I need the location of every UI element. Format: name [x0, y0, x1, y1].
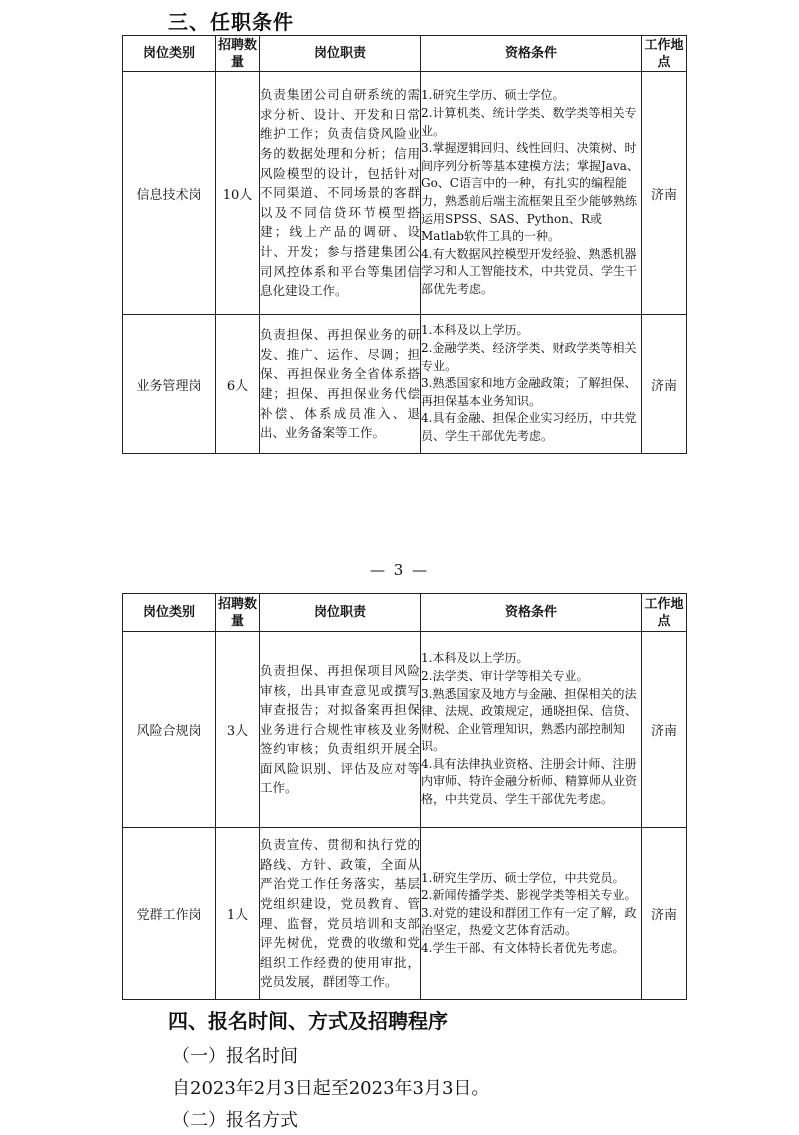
cell-category: 业务管理岗 [123, 315, 216, 454]
qualification-item: 2.金融学类、经济学类、财政学类等相关专业。 [421, 341, 637, 373]
qualification-item: 4.具有金融、担保企业实习经历，中共党员、学生干部优先考虑。 [421, 411, 637, 443]
qualification-item: 3.对党的建设和群团工作有一定了解，政治坚定，热爱文艺体育活动。 [421, 905, 637, 938]
cell-duties: 负责担保、再担保业务的研发、推广、运作、尽调；担保、再担保业务全省体系搭建；担保、再担保业务代偿补偿、体系成员准入、退出、业务备案等工作。 [260, 315, 421, 454]
cell-location: 济南 [642, 315, 687, 454]
page-number: — 3 — [369, 561, 430, 579]
header-qualifications: 资格条件 [421, 594, 642, 632]
cell-qualifications [421, 72, 642, 315]
cell-location: 济南 [642, 828, 687, 1000]
header-location: 工作地点 [642, 594, 687, 632]
table-header-row [123, 594, 687, 632]
subsection-heading: （一）报名时间 [172, 1046, 298, 1067]
cell-duties: 负责担保、再担保项目风险审核，出具审查意见或撰写审查报告；对拟备案再担保业务进行合规性审核及业务签约审核；负责组织开展全面风险识别、评估及应对等工作。 [260, 632, 421, 828]
table-row [123, 632, 687, 828]
section-title: 三、任职条件 [168, 10, 294, 34]
cell-location: 济南 [642, 632, 687, 828]
qualification-item: 4.学生干部、有文体特长者优先考虑。 [421, 940, 625, 955]
qualification-item: 4.具有法律执业资格、注册会计师、注册内审师、特许金融分析师、精算师从业资格，中共党员、学生干部优先考虑。 [421, 756, 638, 807]
header-category: 岗位类别 [123, 594, 216, 632]
qualification-item: 4.有大数据风控模型开发经验、熟悉机器学习和人工智能技术，中共党员、学生干部优先考虑。 [421, 246, 638, 296]
qualification-item: 1.本科及以上学历。 [421, 651, 529, 666]
header-count: 招聘数量 [216, 36, 260, 72]
qualification-item: 3.掌握逻辑回归、线性回归、决策树、时间序列分析等基本建模方法；掌握Java、Go、C语言中的一种，有扎实的编程能力，熟悉前后端主流框架且至少能够熟练运用SPSS、SAS、Python、R或Matlab软件工具的一种。 [421, 141, 639, 244]
qualification-item: 1.本科及以上学历。 [421, 323, 529, 338]
requirements-table-2 [122, 593, 687, 1000]
cell-count: 3人 [216, 632, 260, 828]
cell-category: 风险合规岗 [123, 632, 216, 828]
section-heading: 四、报名时间、方式及招聘程序 [168, 1009, 448, 1033]
cell-qualifications [421, 315, 642, 454]
header-qualifications: 资格条件 [421, 36, 642, 72]
cell-category: 党群工作岗 [123, 828, 216, 1000]
qualification-item: 2.新闻传播学类、影视学类等相关专业。 [421, 888, 637, 903]
table-row [123, 828, 687, 1000]
cell-count: 1人 [216, 828, 260, 1000]
qualification-item: 2.法学类、审计学等相关专业。 [421, 668, 589, 683]
header-duties: 岗位职责 [260, 594, 421, 632]
qualification-item: 1.研究生学历、硕士学位。 [421, 88, 565, 103]
table-header-row [123, 36, 687, 72]
table-row [123, 72, 687, 315]
table-row [123, 315, 687, 454]
header-duties: 岗位职责 [260, 36, 421, 72]
cell-count: 10人 [216, 72, 260, 315]
subsection-heading: （二）报名方式 [172, 1110, 298, 1131]
cell-count: 6人 [216, 315, 260, 454]
cell-duties: 负责集团公司自研系统的需求分析、设计、开发和日常维护工作；负责信贷风险业务的数据处理和分析；信用风险模型的设计，包括针对不同渠道、不同场景的客群以及不同信贷环节模型搭建；线上产品的调研、设计、开发；参与搭建集团公司风控体系和平台等集团信息化建设工作。 [260, 72, 421, 315]
cell-location: 济南 [642, 72, 687, 315]
cell-qualifications [421, 632, 642, 828]
header-category: 岗位类别 [123, 36, 216, 72]
cell-qualifications [421, 828, 642, 1000]
requirements-table-1 [122, 35, 687, 454]
cell-duties: 负责宣传、贯彻和执行党的路线、方针、政策，全面从严治党工作任务落实，基层党组织建设，党员教育、管理、监督，党员培训和支部评先树优，党费的收缴和党组织工作经费的使用审批，党员发展，群团等工作。 [260, 828, 421, 1000]
qualification-item: 3.熟悉国家及地方与金融、担保相关的法律、法规、政策规定，通晓担保、信贷、财税、企业管理知识，熟悉内部控制知识。 [421, 686, 638, 754]
header-count: 招聘数量 [216, 594, 260, 632]
qualification-item: 3.熟悉国家和地方金融政策；了解担保、再担保基本业务知识。 [421, 376, 637, 408]
header-location: 工作地点 [642, 36, 687, 72]
qualification-item: 2.计算机类、统计学类、数学类等相关专业。 [421, 106, 637, 138]
cell-category: 信息技术岗 [123, 72, 216, 315]
qualification-item: 1.研究生学历、硕士学位，中共党员。 [421, 870, 625, 885]
registration-period: 自2023年2月3日起至2023年3月3日。 [172, 1078, 490, 1099]
